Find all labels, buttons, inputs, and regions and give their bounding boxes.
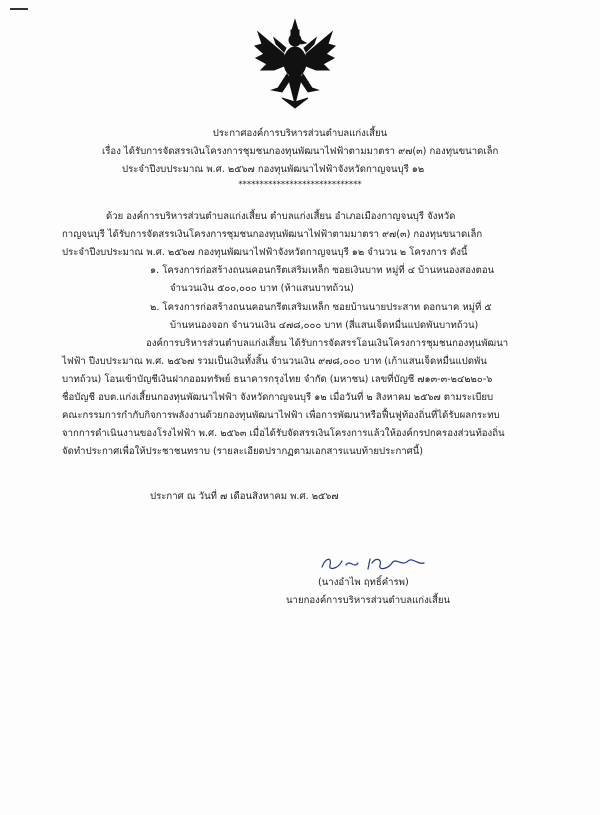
intro-line-3: ประจำปีงบประมาณ พ.ศ. ๒๕๖๗ กองทุนพัฒนาไฟฟ้าจังหวัดกาญจนบุรี ๑๒ จำนวน ๒ โครงการ ดังนี้: [62, 247, 468, 258]
details-line-4: ชื่อบัญชี อบต.แก่งเสี้ยนกองทุนพัฒนาไฟฟ้า จังหวัดกาญจนบุรี ๑๒ เมื่อวันที่ ๒ สิงหาคม ๒๕๖๗ ตามระเบียบ: [62, 392, 494, 403]
intro-line-2: กาญจนบุรี ได้รับการจัดสรรเงินโครงการชุมชนกองทุนพัฒนาไฟฟ้าตามมาตรา ๙๗(๓) กองทุนขนาดเล็ก: [62, 229, 483, 240]
project-2-line-1: ๒. โครงการก่อสร้างถนนคอนกรีตเสริมเหล็ก ซอยบ้านนายประสาท ดอกนาค หมู่ที่ ๕: [150, 302, 492, 313]
details-line-6: จากการดำเนินงานของโรงไฟฟ้า พ.ศ. ๒๕๖๓ เมื่อได้รับจัดสรรเงินโครงการแล้วให้องค์กรปกครองส่วนท้องถิ่น: [62, 428, 505, 439]
details-line-3: บาทถ้วน) โอนเข้าบัญชีเงินฝากออมทรัพย์ ธนาคารกรุงไทย จำกัด (มหาชน) เลขที่บัญชี ๗๑๓-๓-๒๔๒๒๐-๖: [62, 374, 493, 385]
fiscal-year-line: ประจำปีงบประมาณ พ.ศ. ๒๕๖๗ กองทุนพัฒนาไฟฟ้าจังหวัดกาญจนบุรี ๑๒: [122, 164, 425, 175]
document-subject: เรื่อง ได้รับการจัดสรรเงินโครงการชุมชนกองทุนพัฒนาไฟฟ้าตามมาตรา ๙๗(๓) กองทุนขนาดเล็ก: [102, 146, 499, 157]
announcement-date: ประกาศ ณ วันที่ ๗ เดือนสิงหาคม พ.ศ. ๒๕๖๗: [150, 491, 339, 502]
scan-mark: [10, 8, 28, 10]
signer-name: (นางอำไพ ฤทธิ์คำรพ): [318, 577, 409, 588]
garuda-emblem-icon: [252, 18, 338, 110]
details-line-2: ไฟฟ้า ปีงบประมาณ พ.ศ. ๒๕๖๗ รวมเป็นเงินทั้งสิ้น จำนวนเงิน ๙๗๘,๐๐๐ บาท (เก้าแสนเจ็ดหมื่นแปดพัน: [62, 356, 487, 367]
details-line-5: คณะกรรมการกำกับกิจการพลังงานด้วยกองทุนพัฒนาไฟฟ้า เพื่อการพัฒนาหรือฟื้นฟูท้องถิ่นที่ได้รับผลกระทบ: [62, 410, 500, 421]
project-1-line-1: ๑. โครงการก่อสร้างถนนคอนกรีตเสริมเหล็ก ซอยเงินบาท หมู่ที่ ๔ บ้านหนองสองตอน: [150, 265, 495, 276]
project-2-line-2: บ้านหนองจอก จำนวนเงิน ๔๗๘,๐๐๐ บาท (สี่แสนเจ็ดหมื่นแปดพันบาทถ้วน): [170, 320, 479, 331]
document-title: ประกาศองค์การบริหารส่วนตำบลแก่งเสี้ยน: [212, 128, 388, 139]
signer-position: นายกองค์การบริหารส่วนตำบลแก่งเสี้ยน: [286, 595, 451, 606]
intro-line-1: ด้วย องค์การบริหารส่วนตำบลแก่งเสี้ยน ตำบลแก่งเสี้ยน อำเภอเมืองกาญจนบุรี จังหวัด: [106, 211, 456, 222]
handwritten-signature: [318, 553, 428, 575]
project-1-line-2: จำนวนเงิน ๕๐๐,๐๐๐ บาท (ห้าแสนบาทถ้วน): [170, 283, 354, 294]
details-line-7: จัดทำประกาศเพื่อให้ประชาชนทราบ (รายละเอียดปรากฏตามเอกสารแนบท้ายประกาศนี้): [62, 446, 424, 457]
separator-line: *****************************: [238, 180, 362, 190]
details-line-1: องค์การบริหารส่วนตำบลแก่งเสี้ยน ได้รับการจัดสรรโอนเงินโครงการชุมชนกองทุนพัฒนา: [146, 338, 509, 349]
